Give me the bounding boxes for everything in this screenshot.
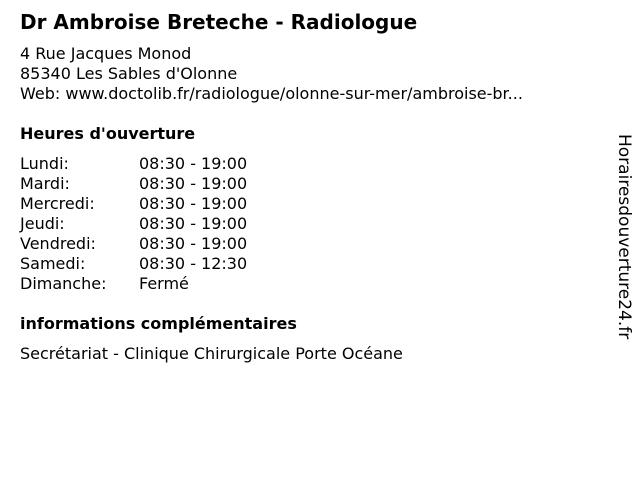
opening-hours-heading: Heures d'ouverture [20, 124, 196, 143]
hours-day: Mardi: [20, 174, 70, 193]
additional-info-heading: informations complémentaires [20, 314, 297, 333]
hours-time: Fermé [139, 274, 189, 293]
hours-row-sunday [20, 274, 320, 294]
hours-day: Samedi: [20, 254, 86, 273]
opening-hours-table [20, 154, 320, 294]
hours-day: Lundi: [20, 154, 69, 173]
site-watermark [611, 134, 637, 346]
hours-row-saturday [20, 254, 320, 274]
hours-time: 08:30 - 19:00 [139, 234, 248, 253]
page-title: Dr Ambroise Breteche - Radiologue [20, 10, 418, 34]
hours-time: 08:30 - 19:00 [139, 214, 248, 233]
address-block [20, 44, 523, 104]
address-street: 4 Rue Jacques Monod [20, 44, 192, 63]
hours-time: 08:30 - 19:00 [139, 154, 248, 173]
hours-day: Dimanche: [20, 274, 107, 293]
hours-day: Mercredi: [20, 194, 95, 213]
website-line[interactable]: Web: www.doctolib.fr/radiologue/olonne-sur-mer/ambroise-br... [20, 84, 523, 103]
hours-row-thursday [20, 214, 320, 234]
hours-row-friday [20, 234, 320, 254]
hours-day: Jeudi: [20, 214, 65, 233]
hours-day: Vendredi: [20, 234, 96, 253]
additional-info-text: Secrétariat - Clinique Chirurgicale Porte Océane [20, 344, 403, 363]
hours-row-wednesday [20, 194, 320, 214]
address-city: 85340 Les Sables d'Olonne [20, 64, 238, 83]
hours-time: 08:30 - 19:00 [139, 174, 248, 193]
hours-time: 08:30 - 12:30 [139, 254, 248, 273]
site-watermark-text: Horairesdouverture24.fr [614, 134, 634, 340]
hours-time: 08:30 - 19:00 [139, 194, 248, 213]
hours-row-monday [20, 154, 320, 174]
hours-row-tuesday [20, 174, 320, 194]
